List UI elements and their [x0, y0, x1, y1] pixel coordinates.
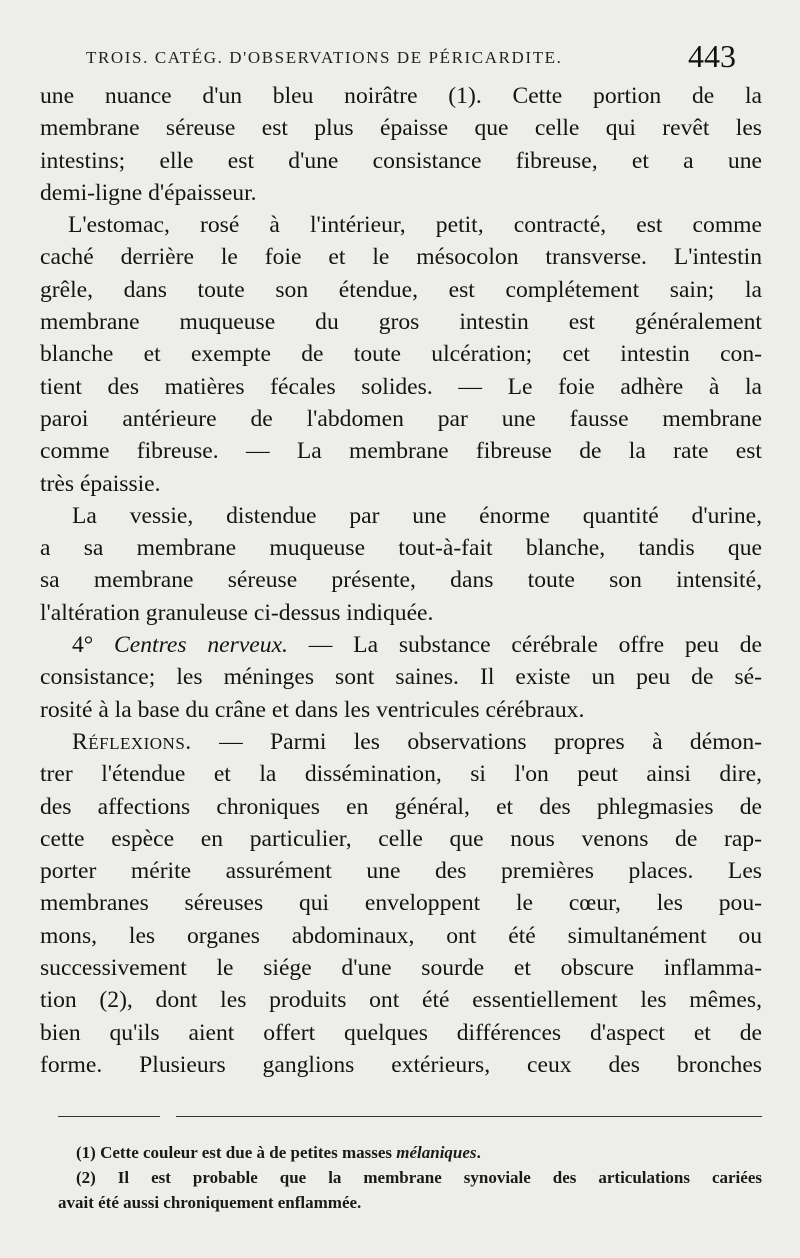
- text-line: grêle, dans toute son étendue, est complétement sain; la: [40, 276, 762, 303]
- footnote-1: [58, 1140, 762, 1165]
- paragraph-3: [40, 500, 762, 629]
- text-line: bien qu'ils aient offert quelques différences d'aspect et de: [40, 1019, 762, 1046]
- text-line: caché derrière le foie et le mésocolon transverse. L'intestin: [40, 244, 762, 271]
- text-line: [40, 629, 762, 661]
- text-line: forme. Plusieurs ganglions extérieurs, ceux des bronches: [40, 1051, 762, 1078]
- text-line: blanche et exempte de toute ulcération; cet intestin con-: [40, 341, 762, 368]
- footnote-1-end: .: [476, 1143, 481, 1162]
- footnote-rule-long: [176, 1116, 762, 1117]
- running-head: [86, 40, 746, 74]
- text-line: tient des matières fécales solides. — Le foie adhère à la: [40, 373, 762, 400]
- text-line: membranes séreuses qui enveloppent le cœur, les pou-: [40, 890, 762, 917]
- running-title: TROIS. CATÉG. D'OBSERVATIONS DE PÉRICARDITE.: [86, 48, 563, 67]
- text-run: — La substance cérébrale offre peu de: [287, 632, 762, 659]
- footnote-rule-short: [58, 1116, 160, 1117]
- text-line: mons, les organes abdominaux, ont été simultanément ou: [40, 922, 762, 949]
- text-line: une nuance d'un bleu noirâtre (1). Cette portion de la: [40, 83, 762, 109]
- text-line: paroi antérieure de l'abdomen par une fausse membrane: [40, 405, 762, 432]
- body-text: [40, 80, 762, 1081]
- text-line: L'estomac, rosé à l'intérieur, petit, contracté, est comme: [68, 212, 762, 239]
- paragraph-1: [40, 80, 762, 209]
- section-heading: Réflexions.: [72, 728, 192, 755]
- section-heading: Centres nerveux.: [114, 632, 288, 659]
- text-line: porter mérite assurément une des premières places. Les: [40, 858, 762, 885]
- paragraph-5: [40, 726, 762, 1081]
- text-line: très épaissie.: [40, 470, 161, 497]
- text-line: demi-ligne d'épaisseur.: [40, 179, 257, 206]
- paragraph-4: [40, 629, 762, 726]
- footnote-1-text: (1) Cette couleur est due à de petites masses: [76, 1143, 397, 1162]
- footnote-2-line-1: (2) Il est probable que la membrane synoviale des articulations cariées: [76, 1168, 762, 1187]
- text-line: tion (2), dont les produits ont été essentiellement les mêmes,: [40, 987, 762, 1014]
- text-line: trer l'étendue et la dissémination, si l'on peut ainsi dire,: [40, 761, 762, 788]
- section-number: 4°: [72, 632, 94, 659]
- page-number: 443: [688, 38, 736, 74]
- text-line: successivement le siége d'une sourde et obscure inflamma-: [40, 955, 762, 982]
- text-line: membrane séreuse est plus épaisse que celle qui revêt les: [40, 115, 762, 142]
- text-line: La vessie, distendue par une énorme quantité d'urine,: [72, 502, 762, 529]
- text-line: sa membrane séreuse présente, dans toute son intensité,: [40, 567, 762, 594]
- text-line: membrane muqueuse du gros intestin est généralement: [40, 309, 762, 336]
- paragraph-2: [40, 209, 762, 500]
- text-line: comme fibreuse. — La membrane fibreuse de la rate est: [40, 438, 762, 465]
- text-line: des affections chroniques en général, et des phlegmasies de: [40, 793, 762, 820]
- text-line: cette espèce en particulier, celle que nous venons de rap-: [40, 825, 762, 852]
- text-line: consistance; les méninges sont saines. Il existe un peu de sé-: [40, 664, 762, 691]
- footnotes: [58, 1140, 762, 1215]
- text-line: l'altération granuleuse ci-dessus indiquée.: [40, 599, 434, 626]
- footnote-1-italic: mélaniques: [396, 1143, 477, 1162]
- footnote-2-line-2: avait été aussi chroniquement enflammée.: [58, 1193, 362, 1212]
- text-line: a sa membrane muqueuse tout-à-fait blanche, tandis que: [40, 535, 762, 562]
- text-run: — Parmi les observations propres à démon-: [191, 728, 762, 755]
- text-line: intestins; elle est d'une consistance fibreuse, et a une: [40, 147, 762, 174]
- text-line: [40, 726, 762, 758]
- text-line: rosité à la base du crâne et dans les ventricules cérébraux.: [40, 696, 585, 723]
